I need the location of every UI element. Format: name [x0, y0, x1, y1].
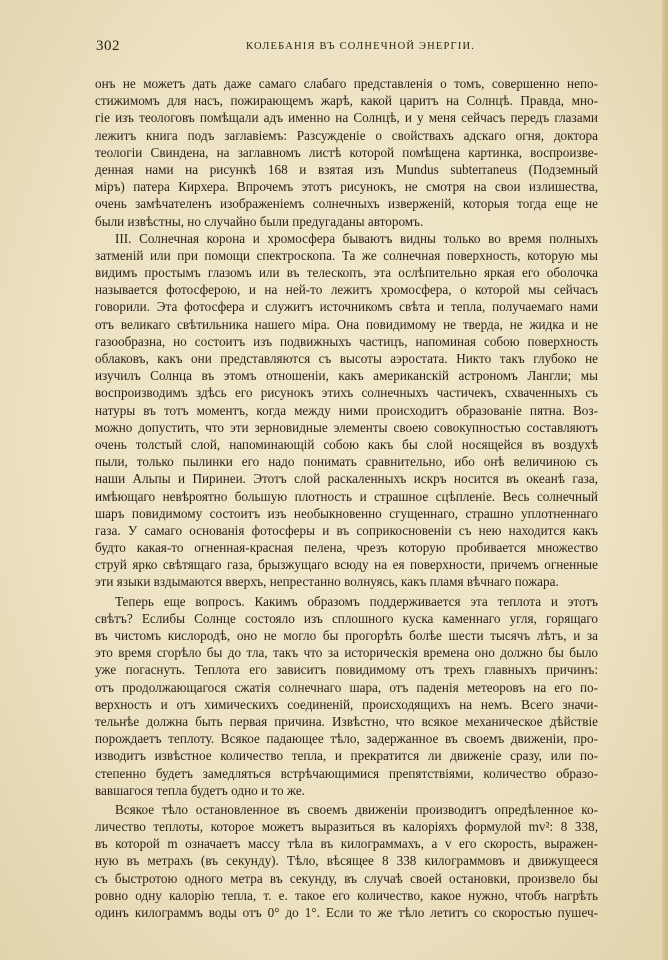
text-line: III. Солнечная корона и хромосфера бываютъ видны только во время полныхъ [115, 230, 598, 246]
text-line: изводитъ извѣстное количество тепла, и прекратится ли движеніе сразу, или по- [95, 748, 598, 764]
text-line: лежитъ книга подъ заглавіемъ: Разсужденіе о свойствахъ адскаго огня, доктора [95, 127, 598, 143]
text-line: были извѣстны, но случайно были предугаданы авторомъ. [95, 213, 424, 229]
text-line: будто какая-то огненная-красная пелена, чрезъ которую пробивается множество [95, 540, 598, 556]
text-line: эти языки вздымаются вверхъ, непрестанно волнуясь, какъ пламя вѣчнаго пожара. [95, 574, 559, 590]
text-line: газа. У самаго основанія фотосферы и въ соприкосновеніи съ нею находится какъ [95, 522, 598, 538]
text-line: личество теплоты, которое можетъ выразиться въ калоріяхъ формулой mv²: 8 338, [95, 819, 598, 835]
text-line: наши Альпы и Пиринеи. Этотъ слой раскаленныхъ искръ носится въ океанѣ газа, [95, 471, 598, 487]
text-line: натуры въ тотъ моментъ, когда между ними происходитъ образованіе пятна. Воз- [95, 402, 598, 418]
text-line: можно допустить, что эти зерновидные элементы своею совокупностью составляютъ [95, 419, 598, 435]
text-line: облаковъ, какъ они представляются съ высоты аэростата. Никто такъ глубоко не [95, 351, 598, 366]
text-line: шаръ повидимому состоитъ изъ необыкновенно сгущеннаго, страшно уплотненнаго [95, 505, 598, 521]
text-line: отъ великаго свѣтильника нашего міра. Она повидимому не тверда, не жидка и не [95, 316, 598, 332]
text-line: очень замѣчателенъ изображеніемъ солнечныхъ изверженій, которыя тогда еще не [95, 196, 598, 212]
text-line: это время сгорѣло бы до тла, такъ что за историческія времена оно должно бы было [95, 645, 598, 661]
text-line: ровно одну калорію тепла, т. е. такое его количество, какое нужно, чтобъ нагрѣть [95, 887, 598, 903]
text-line: верхность и отъ химическихъ соединеній, происходящихъ на немъ. Всего значи- [95, 696, 598, 712]
text-line: денная нами на рисункѣ 168 и взятая изъ Mundus subterraneus (Подземный [95, 161, 598, 177]
text-line: Теперь еще вопросъ. Какимъ образомъ поддерживается эта теплота и этотъ [115, 593, 598, 609]
text-line: газообразна, но состоитъ изъ подвижныхъ частицъ, напоминая собою поверхность [95, 333, 598, 349]
page-header [96, 36, 596, 60]
page-edge-shadow [662, 0, 668, 960]
text-line: въ чистомъ кислородѣ, оно не могло бы прогорѣть болѣе шести тысячъ лѣтъ, и за [95, 628, 598, 643]
text-line: уже погаснуть. Теплота его зависитъ повидимому отъ трехъ главныхъ причинъ: [95, 662, 598, 678]
text-line: съ быстротою одного метра въ секунду, въ случаѣ своей остановки, произвело бы [95, 870, 598, 886]
text-line: затменій или при помощи спектроскопа. Та же солнечная поверхность, которую мы [95, 247, 598, 263]
text-line: стижимомъ для насъ, пожирающемъ жарѣ, какой царитъ на Солнцѣ. Правда, мно- [95, 93, 598, 109]
text-line: имѣющаго невѣроятно большую плотность и страшное сцѣпленіе. Весь солнечный [95, 488, 598, 504]
text-line: Всякое тѣло остановленное въ своемъ движеніи производитъ опредѣленное ко- [115, 801, 598, 817]
text-line: воспроизводимъ здѣсь его рисунокъ этихъ солнечныхъ частичекъ, схваченныхъ съ [95, 385, 598, 401]
text-line: свѣтъ? Еслибы Солнце состояло изъ сплошного куска каменнаго угля, горящаго [95, 610, 598, 626]
text-line: міръ) патера Кирхера. Впрочемъ этотъ рисунокъ, не смотря на свои излишества, [95, 179, 598, 195]
body-text [95, 75, 598, 921]
text-line: тельнѣе должна быть первая причина. Извѣстно, что всякое механическое дѣйствіе [95, 713, 598, 729]
text-line: теологіи Свиндена, на заглавномъ листѣ которой помѣщена картинка, воспроизве- [95, 144, 598, 160]
text-line: отъ продолжающагося сжатія солнечнаго шара, отъ паденія метеоровъ на его по- [95, 679, 598, 695]
text-line: изучилъ Солнца въ этомъ отношеніи, какъ американскій астрономъ Лангли; мы [95, 368, 598, 384]
text-line: пыли, только пылинки его надо понимать сравнительно, ибо онѣ величиною съ [95, 454, 598, 470]
text-line: порождаетъ теплоту. Всякое падающее тѣло, задержанное въ своемъ движеніи, про- [95, 731, 598, 747]
text-line: называется фотосферою, и на ней-то лежитъ хромосфера, о которой мы сейчасъ [95, 282, 598, 298]
text-line: ную въ метрахъ (въ секунду). Тѣло, вѣсящее 8 338 килограммовъ и движущееся [95, 853, 598, 869]
text-line: одинъ килограммъ воды отъ 0° до 1°. Если то же тѣло летитъ со скоростью пушеч- [95, 905, 598, 920]
text-line: струй ярко свѣтящаго газа, брызжущаго всюду на ея поверхности, причемъ огненные [95, 557, 598, 573]
text-line: говорили. Эта фотосфера и служитъ источникомъ свѣта и тепла, получаемаго нами [95, 299, 598, 315]
text-line: вавшагося тепла будетъ одно и то же. [95, 782, 305, 798]
text-line: степенно будетъ замедляться встрѣчающимися препятствіями, количество образо- [95, 765, 598, 781]
page-number: 302 [96, 38, 120, 54]
text-line: въ которой m означаетъ массу тѣла въ килограммахъ, а v его скорость, выражен- [95, 836, 598, 852]
text-line: гіе изъ теологовъ помѣщали адъ именно на Солнцѣ, и у меня сейчасъ передъ глазами [95, 110, 598, 126]
text-line: видимъ простымъ глазомъ или въ телескопъ, эта ослѣпительно яркая его оболочка [95, 265, 598, 281]
running-title: КОЛЕБАНІЯ ВЪ СОЛНЕЧНОЙ ЭНЕРГІИ. [246, 41, 476, 52]
text-line: очень толстый слой, напоминающій собою какъ бы слой носящейся въ воздухѣ [95, 436, 598, 452]
text-line: онъ не можетъ дать даже самаго слабаго представленія о томъ, совершенно непо- [95, 76, 598, 91]
